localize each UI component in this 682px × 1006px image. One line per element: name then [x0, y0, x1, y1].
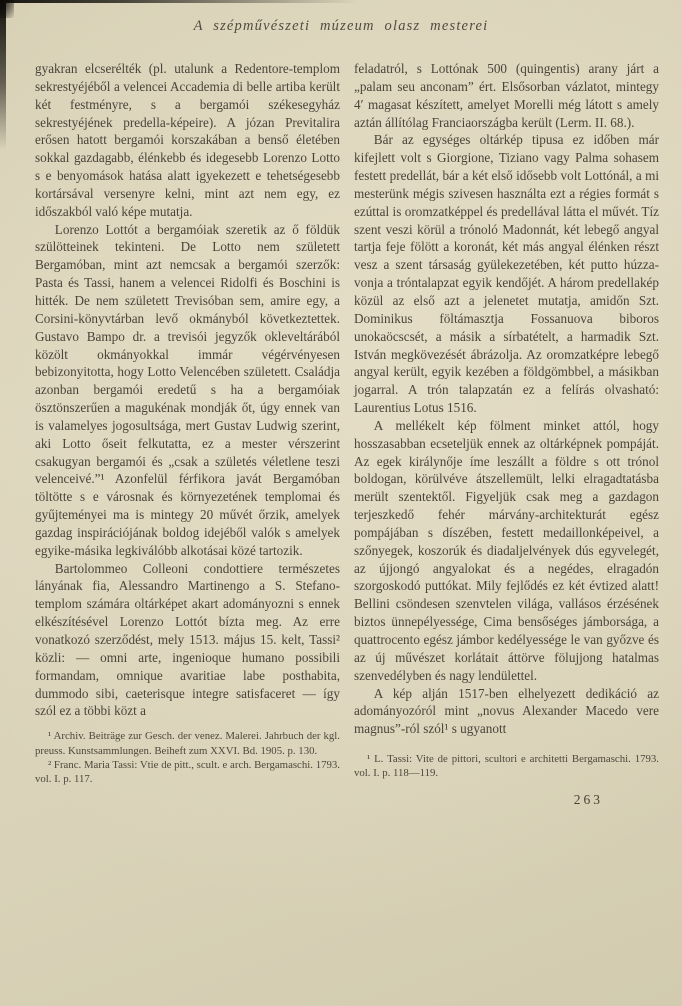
page-number: 263 — [573, 791, 603, 807]
column-left — [35, 60, 340, 808]
footnote: ² Franc. Maria Tassi: Vtie de pitt., scult. e arch. Bergamaschi. 1793. vol. I. p. 117. — [35, 759, 340, 786]
paragraph: A mellékelt kép fölment minket attól, hogy hosszasabban ecseteljük ennek az oltárképnek pompáját. Az egek királynője íme leszállt a földre s ott trónol boldogan, körülvéve átszellemült, lelki elragadtatásba merült szentektől. Figyeljük csak meg a gazdagon terjeszkedő fehér márvány-architekturát egész pompájában s díszében, festett medaillonképeivel, a szőnyegek, koszorúk és diadaljelvények dús egyvelegét, az újjongó angyalokat és a negédes, elragadón szorgoskodó puttókat. Mily fejlődés ez két évtized alatt! Bellini csöndesen szenvtelen világa, vallásos érzésének biztos ünnepélyessége, Cima bensőséges jámborsága, a quattrocento egész jámbor kedélyessége le van győzve és az új művészet korlátait áttörve fölujjong hatalmas szenvedélyben és nagy lendülettel. — [354, 417, 659, 683]
column-right — [354, 60, 659, 808]
scan-edge-top — [0, 0, 358, 3]
paragraph: Bartolommeo Colleoni condottiere természetes lányának fia, Alessandro Martinengo a S. Stefano-templom számára oltárképet akart adományozni s ennek elkészítésével Lorenzo Lottót bízta meg. Az erre vonatkozó szerződést, mely 1513. május 15. kelt, Tassi² közli: — omni arte, ingenioque humano possibili formandam, omnique avaritiae labe posthabita, dummodo sibi, caeterisque integre satisfaceret — így szól ez a többi közt a — [35, 560, 340, 719]
footnote: ¹ Archiv. Beiträge zur Gesch. der venez. Malerei. Jahrbuch der kgl. preuss. Kunstsammlungen. Beiheft zum XXVI. Bd. 1905. p. 130. — [35, 730, 340, 757]
scan-edge-corner — [0, 0, 14, 18]
footnotes-right — [354, 752, 659, 781]
footnote: ¹ L. Tassi: Vite de pittori, scultori e architetti Bergamaschi. 1793. vol. I. p. 118—119. — [354, 753, 659, 780]
paragraph: Bár az egységes oltárkép tipusa ez időben már kifejlett volt s Giorgione, Tiziano vagy Palma sohasem festett predellát, bár a két első idősebb volt Lottónál, a mi mesterünk mégis szivesen használta ezt a régies formát s ezúttal is oromzatképpel és predellával látta el művét. Tíz szent veszi körül a trónoló Madonnát, két lebegő angyal tartja feje fölött a koronát, két más angyal élénken részt vesz a szent társaság gyülekezetében, két putto húzza-vonja a tróntalapzat egyik kendőjét. A három predellakép közül az első azt a jelenetet mutatja, amidőn Szt. Dominikus föltámasztja Fossanuova biboros unokaöcscsét, a másik a sírbatételt, a harmadik Szt. István megkövezését ábrázolja. Az oromzatképre lebegő angyal került, egyik kezében a földgömbbel, a másikban jogarral. A trón talapzatán ez a felírás olvasható: Laurentius Lotus 1516. — [354, 132, 659, 416]
paragraph: gyakran elcserélték (pl. utalunk a Redentore-templom sekrestyéjéből a velencei Accademia di belle artiba került két festményre, s a bergamói székesegyház sekrestyéjének predella-képeire). A józan Previtalira erősen hatott bergamói korszakában a benső életében sokkal gazdagabb, élénkebb és idegesebb Lorenzo Lotto s e benyomások hatása alatt igyekezett e tehetségesebb kortársával versenyre kelni, mint azt nem egy, ez időszakból való képe mutatja. — [35, 61, 340, 219]
paragraph: A kép alján 1517-ben elhelyezett dedikáció az adományozóról mint „novus Alexander Macedo vere magnus”-ról szól¹ s ugyanott — [354, 685, 659, 737]
running-head-title: A szépművészeti múzeum olasz mesterei — [193, 18, 489, 34]
text-columns — [35, 60, 660, 808]
scan-edge-left — [0, 0, 6, 150]
paragraph: feladatról, s Lottónak 500 (quingentis) arany járt a „palam seu anconam” ért. Elsősorban vázlatot, mintegy 4′ magasat készített, amelyet Morelli még látott s amely aztán állítólag Franciaországba került (Lerm. II. 68.). — [354, 61, 659, 130]
paragraph: Lorenzo Lottót a bergamóiak szeretik az ő földük szülötteinek tekinteni. De Lotto nem született Bergamóban, mint azt nemcsak a bergamói szerzők: Pasta és Tassi, hanem a velencei Ridolfi és Boschini is hitték. De nem született Trevisóban sem, amire egy, a Corsini-könyvtárban levő okmányból következtettek. Gustavo Bampo dr. a trevisói jegyzők okleveltárából közölt okmányokkal immár végérvényesen bebizonyitotta, hogy Lotto Velencében született. Családja azonban bergamói eredetű s ha a bergamóiak ösztönszerűen a magukénak mondják őt, úgy ennek van is valamelyes jogosultsága, mert Gustav Ludwig szerint, aki Lotto őseit felkutatta, ez a mester vérszerint csakugyan bergamói és „csak a születés véletlene teszi velenceivé.”¹ Azonfelül férfikora javát Bergamóban töltötte s e városnak és környezetének templomai és gyűjteményei ma is mintegy 20 művét őrzik, amelyek gazdag inspirációjának boldog idejéből valók s amelyek egyike-másika legkiválóbb alkotásai közé tartozik. — [35, 221, 340, 558]
footnotes-left — [35, 729, 340, 787]
